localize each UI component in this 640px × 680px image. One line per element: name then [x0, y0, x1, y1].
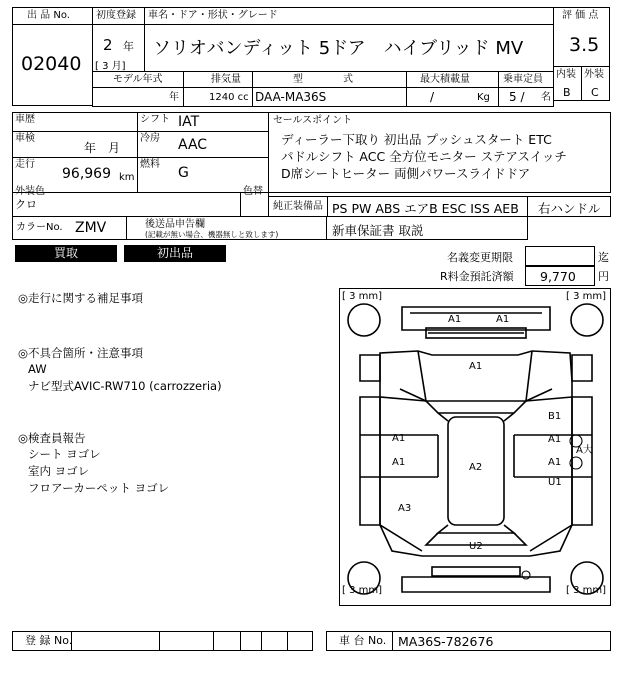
title-label-row [92, 7, 554, 25]
lot-no: 02040 [21, 53, 82, 75]
first-listing-button[interactable]: 初出品 [124, 245, 226, 262]
sales-points-block [268, 112, 611, 193]
capacity-unit: 名 [541, 92, 551, 103]
recycle-value: 9,770 [540, 269, 576, 284]
equipment-row [268, 196, 528, 217]
right-mirror-outline [572, 355, 592, 381]
sales-points-label: セールスポイント [273, 115, 353, 126]
steering-cell [527, 196, 611, 217]
max-load-value: / [430, 90, 435, 104]
color-no-value: ZMV [75, 220, 107, 236]
score-label: 評 価 点 [562, 10, 599, 21]
mark-right-front-fender: B1 [548, 411, 562, 422]
wheel-label-top-right: [ 3 mm] [566, 291, 607, 302]
warranty-value: 新車保証書 取説 [332, 223, 424, 238]
color-no-label: カラーNo. [16, 222, 63, 233]
score-value: 3.5 [569, 34, 600, 56]
wheel-top-left [348, 304, 380, 336]
max-load-unit: Kg [477, 92, 490, 103]
exterior-color-value: クロ [15, 198, 37, 211]
wheel-label-bottom-right: [ 3 mm] [566, 585, 607, 596]
wheel-top-right [571, 304, 603, 336]
year-unit: 年 [123, 40, 134, 53]
equipment-label: 純正装備品 [273, 201, 323, 212]
inspector-item-1: シート ヨゴレ [28, 447, 101, 461]
mark-left-rear-door: A1 [392, 457, 406, 468]
history-label: 車歴 [15, 114, 35, 125]
first-reg-label: 初度登録 [96, 10, 136, 21]
reg-year: 2 [103, 36, 113, 54]
displacement-value: 1240 cc [209, 92, 249, 103]
car-outline-svg [340, 289, 610, 605]
chassis-no: MA36S-782676 [398, 634, 494, 649]
defect-item-1: AW [28, 362, 47, 376]
interior-label: 内装 [556, 69, 576, 80]
mark-front-bumper-left: A1 [448, 314, 462, 325]
recycle-label: R料金預託済額 [440, 270, 514, 283]
chassis-label: 車 台 No. [339, 634, 387, 647]
mark-roof: A2 [469, 462, 483, 473]
reg-no-label-cell [12, 631, 72, 651]
defects-title: ◎不具合箇所・注意事項 [18, 346, 144, 360]
mark-right-quarter: U1 [548, 477, 562, 488]
mark-front-bumper-right: A1 [496, 314, 510, 325]
lot-label: 出 品 No. [27, 10, 70, 21]
spec-value-row [92, 87, 554, 107]
inspection-label: 車検 [15, 133, 35, 144]
ac-value: AAC [178, 137, 208, 153]
spec-label-row [92, 71, 554, 88]
car-name-label: 車名・ドア・形状・グレード [148, 10, 278, 21]
inspector-item-3: フロアーカーペット ヨゴレ [28, 481, 170, 495]
shift-value: IAT [178, 114, 200, 130]
equipment-items: PS PW ABS エアB ESC ISS AEB [332, 201, 519, 216]
car-name: ソリオバンディット 5ドア ハイブリッド MV [153, 38, 524, 59]
steering-value: 右ハンドル [538, 201, 601, 216]
sales-point-line-1: ディーラー下取り 初出品 プッシュスタート ETC [281, 132, 552, 147]
sales-point-line-2: パドルシフト ACC 全方位モニター ステアスイッチ [281, 149, 567, 164]
chassis-label-cell [326, 631, 393, 651]
exterior-grade: C [591, 86, 599, 99]
lot-label-cell [12, 7, 93, 25]
ac-label: 冷房 [140, 133, 160, 144]
displacement-label: 排気量 [211, 74, 241, 85]
warranty-cell [326, 216, 528, 240]
mark-right-side-note: A大 [576, 445, 593, 456]
color-row [12, 216, 327, 240]
model-year-label: モデル年式 [113, 74, 163, 85]
rear-glass-outline [438, 525, 514, 533]
mileage-unit: km [119, 172, 135, 183]
mark-hood: A1 [469, 361, 483, 372]
mark-right-front-door: A1 [548, 434, 562, 445]
inspector-item-2: 室内 ヨゴレ [28, 464, 90, 478]
mark-left-quarter: A3 [398, 503, 412, 514]
mark-right-rear-door: A1 [548, 457, 562, 468]
mark-rear-glass: U2 [469, 541, 483, 552]
color-change-label: 色替 [243, 186, 263, 197]
capacity-label: 乗車定員 [503, 74, 543, 85]
name-change-box [525, 246, 595, 266]
interior-grade: B [563, 86, 571, 99]
rear-garnish-outline [432, 567, 520, 576]
name-change-label: 名義変更期限 [447, 251, 513, 264]
inspection-value: 年 月 [84, 141, 121, 155]
mileage-value: 96,969 [62, 166, 111, 182]
exterior-color-label: 外装色 [15, 186, 45, 197]
mileage-label: 走行 [15, 159, 35, 170]
model-code: DAA-MA36S [255, 90, 327, 104]
defect-item-2: ナビ型式AVIC-RW710 (carrozzeria) [28, 379, 222, 393]
recycle-unit: 円 [598, 270, 609, 283]
reg-no-value-cell [71, 631, 313, 651]
chassis-value-cell [392, 631, 611, 651]
aftermarket-label: 後送品申告欄 [145, 219, 205, 230]
windshield-outline [426, 401, 526, 413]
front-bumper-outline [402, 307, 550, 330]
aftermarket-note: (記載が無い場合、機器無しと致します) [145, 230, 279, 239]
buy-button[interactable]: 買取 [15, 245, 117, 262]
rear-bumper-outline [402, 577, 550, 592]
score-cell [553, 7, 610, 67]
max-load-label: 最大積載量 [420, 74, 470, 85]
wheel-label-bottom-left: [ 3 mm] [342, 585, 383, 596]
model-label: 型 式 [293, 74, 353, 85]
exterior-grade-cell [581, 66, 610, 101]
mark-left-front-door: A1 [392, 433, 406, 444]
car-title-row [92, 24, 554, 72]
exterior-label: 外装 [584, 69, 604, 80]
fuel-label: 燃料 [140, 159, 160, 170]
reg-month: [ 3 月] [95, 61, 126, 72]
capacity-value: 5 / [509, 90, 525, 104]
lot-no-cell [12, 24, 93, 106]
hood-outline [418, 351, 532, 401]
driving-notes-title: ◎走行に関する補足事項 [18, 291, 144, 305]
car-damage-diagram [339, 288, 611, 606]
fuel-value: G [178, 165, 189, 181]
interior-grade-cell [553, 66, 582, 101]
wheel-label-top-left: [ 3 mm] [342, 291, 383, 302]
recycle-box [525, 266, 595, 286]
name-change-unit: 迄 [598, 251, 609, 264]
sales-point-line-3: D席シートヒーター 両側パワースライドドア [281, 166, 531, 181]
left-side-outline [360, 397, 380, 525]
shift-label: シフト [140, 114, 170, 125]
reg-no-label: 登 録 No. [25, 634, 73, 647]
inspector-title: ◎検査員報告 [18, 431, 86, 445]
left-mirror-outline [360, 355, 380, 381]
model-year-unit: 年 [169, 92, 179, 103]
